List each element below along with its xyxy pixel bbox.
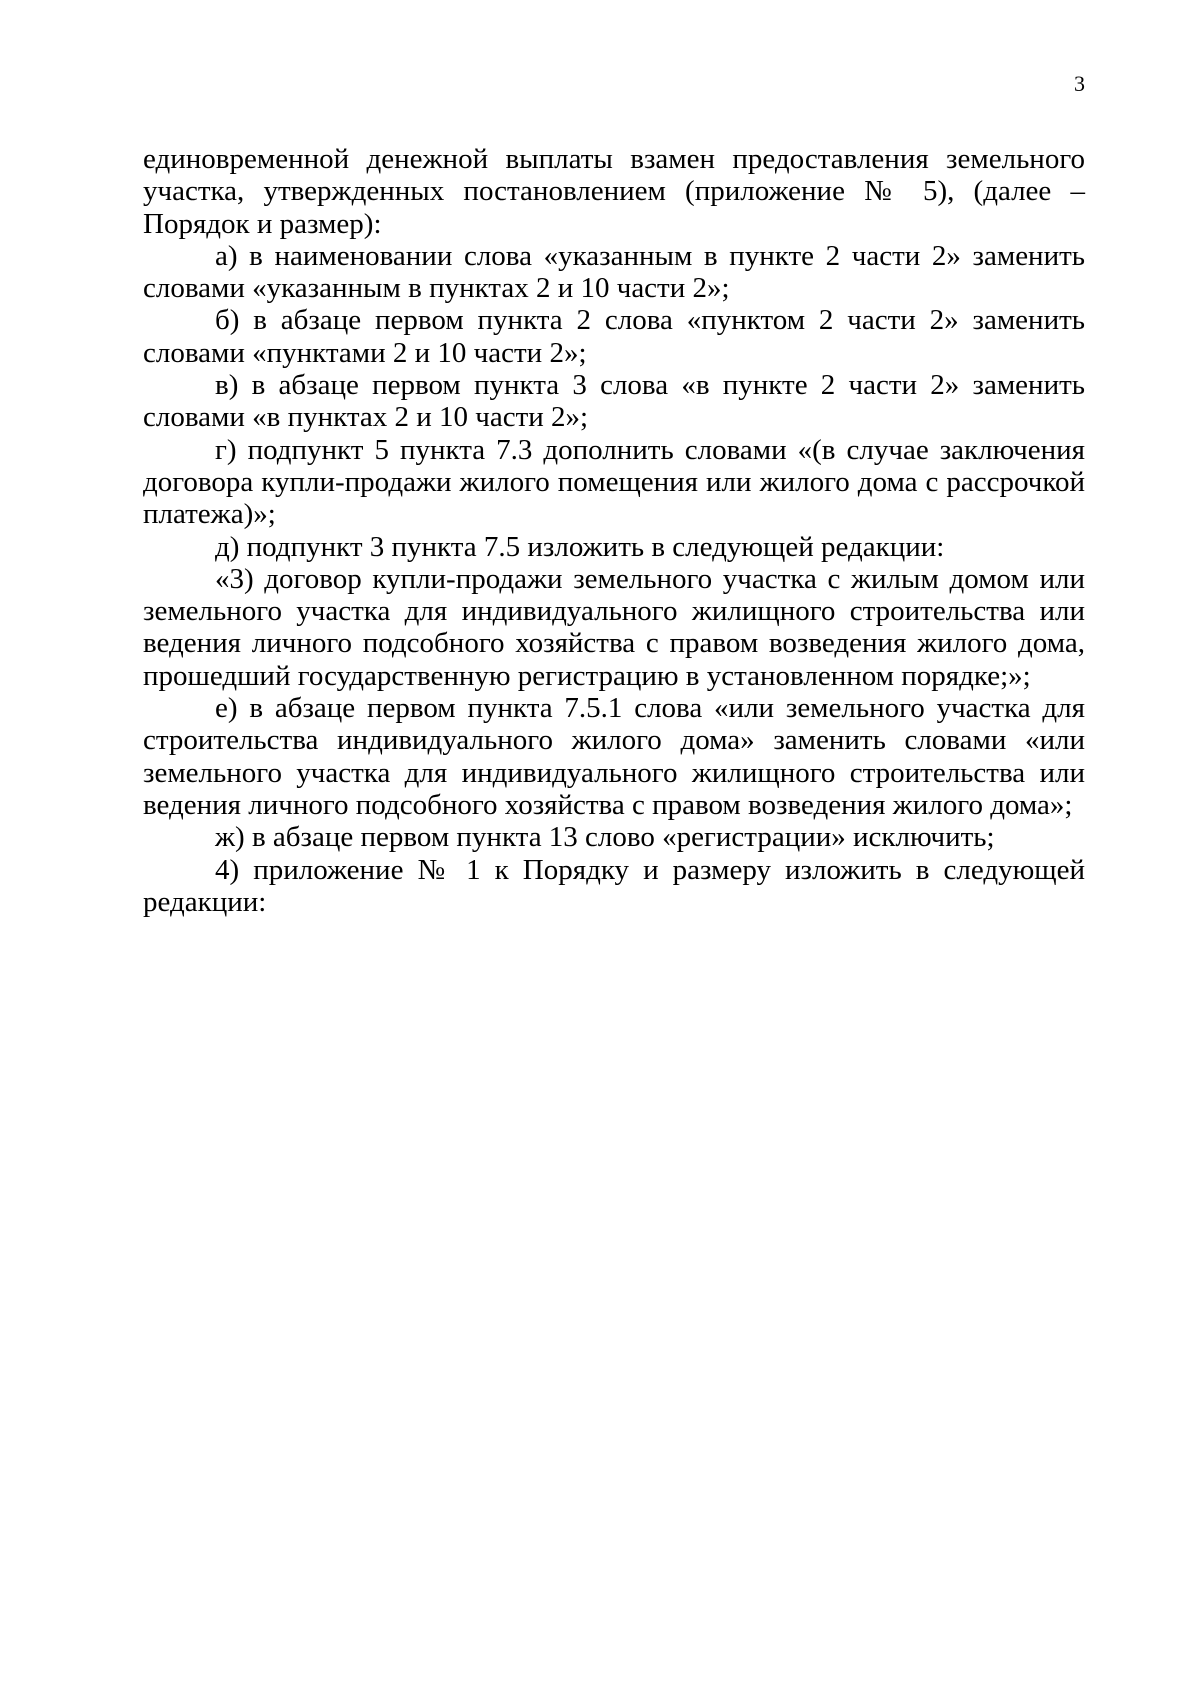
document-body: [143, 143, 1085, 918]
paragraph-quote-3: «3) договор купли-продажи земельного участка с жилым домом или земельного участка для индивидуального жилищного строительства или ведения личного подсобного хозяйства с правом возведения жилого дома, прошедший государственную регистрацию в установленном порядке;»;: [143, 562, 1085, 692]
paragraph-item-zh: ж) в абзаце первом пункта 13 слово «регистрации» исключить;: [215, 821, 995, 854]
paragraph-item-b: б) в абзаце первом пункта 2 слова «пунктом 2 части 2» заменить словами «пунктами 2 и 10 части 2»;: [143, 304, 1085, 369]
paragraph-item-a: а) в наименовании слова «указанным в пункте 2 части 2» заменить словами «указанным в пунктах 2 и 10 части 2»;: [143, 239, 1085, 305]
paragraph-item-e: е) в абзаце первом пункта 7.5.1 слова «или земельного участка для строительства индивидуального жилого дома» заменить словами «или земельного участка для индивидуального жилищного строительства или ведения личного подсобного хозяйства с правом возведения жилого дома»;: [143, 692, 1085, 821]
paragraph-intro: единовременной денежной выплаты взамен предоставления земельного участка, утвержденных постановлением (приложение № 5), (далее – Порядок и размер):: [143, 143, 1085, 240]
paragraph-item-v: в) в абзаце первом пункта 3 слова «в пункте 2 части 2» заменить словами «в пунктах 2 и 10 части 2»;: [143, 369, 1085, 434]
page-number: 3: [1074, 71, 1085, 96]
paragraph-item-4: 4) приложение № 1 к Порядку и размеру изложить в следующей редакции:: [143, 853, 1085, 918]
paragraph-item-g: г) подпункт 5 пункта 7.3 дополнить словами «(в случае заключения договора купли-продажи жилого помещения или жилого дома с рассрочкой платежа)»;: [143, 433, 1085, 531]
paragraph-item-d: д) подпункт 3 пункта 7.5 изложить в следующей редакции:: [215, 530, 945, 563]
